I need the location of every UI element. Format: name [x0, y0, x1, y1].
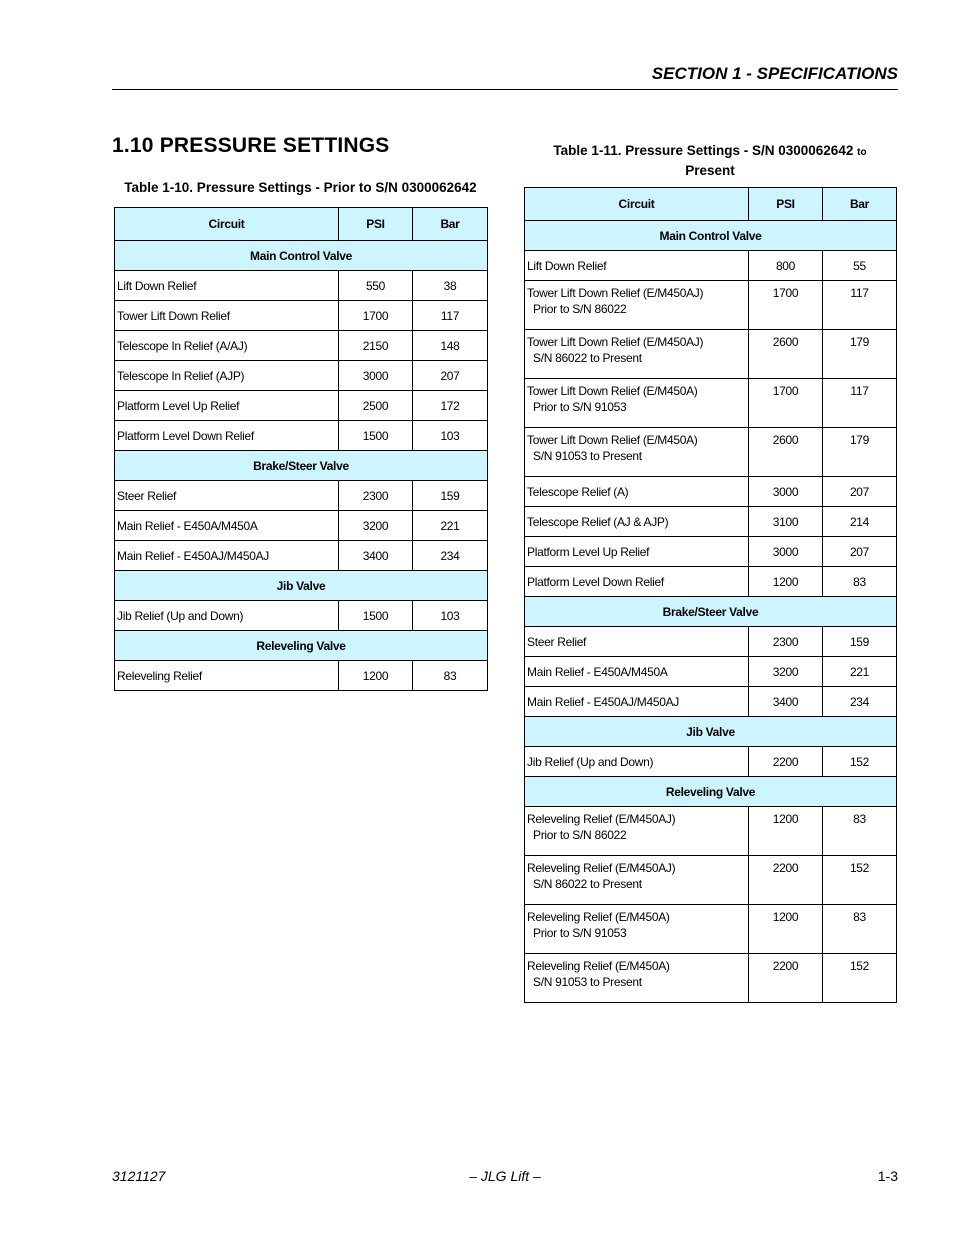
circuit-name: Telescope In Relief (A/AJ) [117, 338, 248, 353]
table-row [115, 601, 488, 631]
circuit-cell [115, 361, 339, 391]
circuit-cell [115, 331, 339, 361]
circuit-cell [525, 905, 749, 954]
bar-value: 207 [823, 537, 897, 567]
psi-value: 2600 [749, 330, 823, 379]
table-row [115, 271, 488, 301]
bar-value: 83 [413, 661, 488, 691]
circuit-cell [525, 954, 749, 1003]
bar-value: 159 [413, 481, 488, 511]
circuit-serial-range: S/N 91053 to Present [533, 449, 642, 463]
psi-value: 3400 [339, 541, 413, 571]
table-row [115, 361, 488, 391]
circuit-name: Platform Level Up Relief [117, 398, 240, 413]
bar-value: 221 [413, 511, 488, 541]
psi-value: 3400 [749, 687, 823, 717]
footer-doc-number: 3121127 [112, 1168, 166, 1184]
circuit-name: Platform Level Up Relief [527, 544, 650, 559]
section-header-title: SECTION 1 - SPECIFICATIONS [651, 64, 898, 83]
circuit-name: Main Relief - E450A/M450A [527, 664, 668, 679]
circuit-name: Platform Level Down Relief [117, 428, 254, 443]
bar-value: 103 [413, 421, 488, 451]
circuit-name: Platform Level Down Relief [527, 574, 664, 589]
circuit-name: Tower Lift Down Relief [117, 308, 230, 323]
psi-value: 550 [339, 271, 413, 301]
circuit-name: Main Relief - E450AJ/M450AJ [527, 694, 679, 709]
footer-page-number: 1-3 [877, 1168, 898, 1184]
circuit-cell [525, 687, 749, 717]
column-header-bar: Bar [823, 188, 897, 221]
circuit-name: Tower Lift Down Relief (E/M450A) [527, 433, 698, 447]
circuit-cell [115, 661, 339, 691]
bar-value: 214 [823, 507, 897, 537]
column-header-circuit: Circuit [115, 208, 339, 241]
circuit-serial-range: Prior to S/N 91053 [533, 400, 627, 414]
circuit-name: Telescope Relief (A) [527, 484, 629, 499]
group-header: Jib Valve [115, 571, 488, 601]
table-row [115, 331, 488, 361]
psi-value: 3200 [339, 511, 413, 541]
psi-value: 1200 [749, 905, 823, 954]
table2-caption-to: to [857, 147, 867, 158]
circuit-serial-range: Prior to S/N 86022 [533, 302, 627, 316]
circuit-name: Telescope Relief (AJ & AJP) [527, 514, 669, 529]
circuit-name: Steer Relief [117, 488, 177, 503]
circuit-serial-range: S/N 86022 to Present [533, 351, 642, 365]
table-row [525, 379, 897, 428]
table-row [525, 905, 897, 954]
column-header-bar: Bar [413, 208, 488, 241]
circuit-serial-range: Prior to S/N 91053 [533, 926, 627, 940]
group-header-row [115, 631, 488, 661]
psi-value: 3000 [749, 477, 823, 507]
circuit-cell [525, 507, 749, 537]
table-row [525, 330, 897, 379]
group-header-row [525, 717, 897, 747]
psi-value: 2300 [339, 481, 413, 511]
column-header-psi: PSI [749, 188, 823, 221]
table2-caption-line2: Present [685, 163, 735, 178]
psi-value: 2600 [749, 428, 823, 477]
circuit-cell [525, 537, 749, 567]
circuit-cell [115, 601, 339, 631]
bar-value: 152 [823, 954, 897, 1003]
circuit-cell [525, 428, 749, 477]
circuit-cell [115, 481, 339, 511]
bar-value: 221 [823, 657, 897, 687]
table-row [115, 391, 488, 421]
table-row [525, 687, 897, 717]
table-row [525, 251, 897, 281]
header-divider [112, 89, 898, 90]
bar-value: 117 [823, 379, 897, 428]
table-row [525, 747, 897, 777]
circuit-name: Telescope In Relief (AJP) [117, 368, 245, 383]
circuit-cell [525, 330, 749, 379]
bar-value: 179 [823, 428, 897, 477]
table-row [115, 541, 488, 571]
circuit-name: Main Relief - E450A/M450A [117, 518, 258, 533]
table-row [115, 481, 488, 511]
group-header-row [115, 451, 488, 481]
footer-center-label: – JLG Lift – [469, 1168, 541, 1184]
bar-value: 83 [823, 905, 897, 954]
group-header: Brake/Steer Valve [115, 451, 488, 481]
group-header: Jib Valve [525, 717, 897, 747]
psi-value: 1700 [339, 301, 413, 331]
psi-value: 2500 [339, 391, 413, 421]
circuit-cell [525, 856, 749, 905]
pressure-table-prior [114, 207, 488, 691]
psi-value: 2300 [749, 627, 823, 657]
table-row [115, 661, 488, 691]
circuit-name: Releveling Relief [117, 668, 202, 683]
bar-value: 55 [823, 251, 897, 281]
psi-value: 2200 [749, 747, 823, 777]
table-row [115, 511, 488, 541]
group-header: Releveling Valve [115, 631, 488, 661]
psi-value: 1200 [749, 567, 823, 597]
circuit-cell [115, 541, 339, 571]
group-header: Main Control Valve [525, 221, 897, 251]
circuit-cell [525, 807, 749, 856]
circuit-cell [525, 379, 749, 428]
table-row [525, 627, 897, 657]
group-header: Brake/Steer Valve [525, 597, 897, 627]
bar-value: 179 [823, 330, 897, 379]
psi-value: 3200 [749, 657, 823, 687]
bar-value: 152 [823, 856, 897, 905]
table-row [525, 428, 897, 477]
table-row [525, 954, 897, 1003]
circuit-cell [115, 301, 339, 331]
table-row [525, 507, 897, 537]
psi-value: 3000 [749, 537, 823, 567]
psi-value: 3000 [339, 361, 413, 391]
bar-value: 172 [413, 391, 488, 421]
table-row [115, 301, 488, 331]
group-header-row [115, 571, 488, 601]
group-header: Main Control Valve [115, 241, 488, 271]
psi-value: 1500 [339, 601, 413, 631]
circuit-name: Releveling Relief (E/M450AJ) [527, 861, 676, 875]
circuit-name: Releveling Relief (E/M450A) [527, 910, 670, 924]
circuit-cell [525, 747, 749, 777]
table-row [525, 856, 897, 905]
bar-value: 148 [413, 331, 488, 361]
circuit-cell [525, 657, 749, 687]
table-row [525, 567, 897, 597]
psi-value: 3100 [749, 507, 823, 537]
circuit-cell [525, 567, 749, 597]
bar-value: 234 [823, 687, 897, 717]
group-header-row [525, 597, 897, 627]
column-header-circuit: Circuit [525, 188, 749, 221]
table-row [525, 477, 897, 507]
bar-value: 117 [823, 281, 897, 330]
circuit-name: Releveling Relief (E/M450AJ) [527, 812, 676, 826]
psi-value: 2200 [749, 954, 823, 1003]
circuit-name: Tower Lift Down Relief (E/M450AJ) [527, 335, 704, 349]
circuit-name: Tower Lift Down Relief (E/M450AJ) [527, 286, 704, 300]
bar-value: 117 [413, 301, 488, 331]
circuit-cell [115, 511, 339, 541]
bar-value: 207 [413, 361, 488, 391]
bar-value: 83 [823, 567, 897, 597]
circuit-name: Lift Down Relief [527, 258, 607, 273]
circuit-name: Steer Relief [527, 634, 587, 649]
circuit-serial-range: Prior to S/N 86022 [533, 828, 627, 842]
psi-value: 1200 [749, 807, 823, 856]
bar-value: 152 [823, 747, 897, 777]
group-header: Releveling Valve [525, 777, 897, 807]
circuit-name: Jib Relief (Up and Down) [527, 754, 654, 769]
circuit-cell [115, 271, 339, 301]
psi-value: 800 [749, 251, 823, 281]
psi-value: 1200 [339, 661, 413, 691]
table1-caption: Table 1-10. Pressure Settings - Prior to S/N 0300062642 [124, 180, 477, 195]
circuit-name: Jib Relief (Up and Down) [117, 608, 244, 623]
table-row [115, 421, 488, 451]
circuit-cell [115, 391, 339, 421]
group-header-row [525, 777, 897, 807]
circuit-name: Main Relief - E450AJ/M450AJ [117, 548, 269, 563]
bar-value: 103 [413, 601, 488, 631]
bar-value: 159 [823, 627, 897, 657]
bar-value: 207 [823, 477, 897, 507]
circuit-cell [525, 281, 749, 330]
group-header-row [115, 241, 488, 271]
circuit-cell [525, 627, 749, 657]
table-row [525, 807, 897, 856]
table2-caption-main: Table 1-11. Pressure Settings - S/N 0300062642 [553, 143, 854, 158]
table-row [525, 657, 897, 687]
pressure-table-present [524, 187, 897, 1003]
psi-value: 1700 [749, 379, 823, 428]
bar-value: 83 [823, 807, 897, 856]
circuit-name: Releveling Relief (E/M450A) [527, 959, 670, 973]
circuit-name: Tower Lift Down Relief (E/M450A) [527, 384, 698, 398]
psi-value: 1700 [749, 281, 823, 330]
table-row [525, 537, 897, 567]
table-row [525, 281, 897, 330]
psi-value: 2150 [339, 331, 413, 361]
circuit-cell [525, 251, 749, 281]
circuit-serial-range: S/N 91053 to Present [533, 975, 642, 989]
circuit-name: Lift Down Relief [117, 278, 197, 293]
circuit-cell [115, 421, 339, 451]
circuit-cell [525, 477, 749, 507]
group-header-row [525, 221, 897, 251]
section-heading: 1.10 PRESSURE SETTINGS [112, 134, 390, 157]
circuit-serial-range: S/N 86022 to Present [533, 877, 642, 891]
psi-value: 1500 [339, 421, 413, 451]
table2-caption [524, 142, 896, 180]
bar-value: 234 [413, 541, 488, 571]
bar-value: 38 [413, 271, 488, 301]
psi-value: 2200 [749, 856, 823, 905]
column-header-psi: PSI [339, 208, 413, 241]
